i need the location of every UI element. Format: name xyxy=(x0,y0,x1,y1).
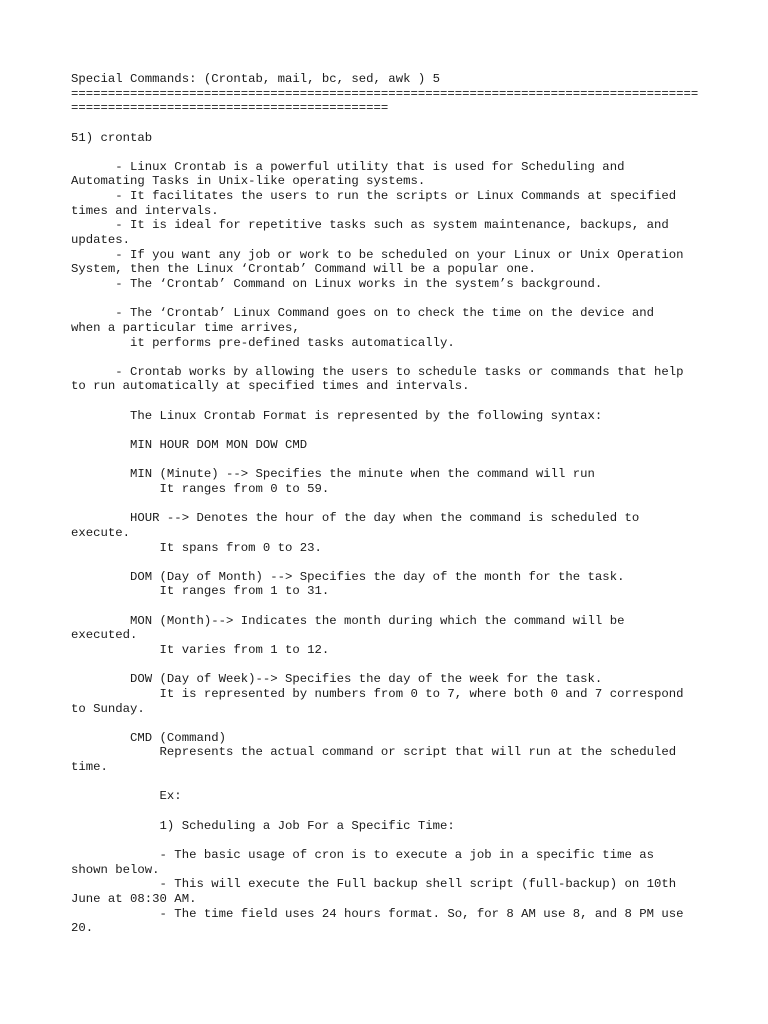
text-line: System, then the Linux ‘Crontab’ Command will be a popular one. xyxy=(71,262,536,277)
text-line: updates. xyxy=(71,233,131,248)
text-line: time. xyxy=(71,760,108,775)
blank-line xyxy=(71,716,698,731)
blank-line xyxy=(71,775,698,790)
text-line: CMD (Command) xyxy=(71,730,226,745)
text-line: - This will execute the Full backup shell script (full-backup) on 10th xyxy=(71,877,677,892)
text-line: 20. xyxy=(71,921,94,936)
blank-line xyxy=(71,555,698,570)
text-line: 51) crontab xyxy=(71,130,153,145)
blank-line xyxy=(71,599,698,614)
text-line: to run automatically at specified times and intervals. xyxy=(71,379,470,394)
text-line: it performs pre-defined tasks automatically. xyxy=(71,335,455,350)
text-line: It ranges from 0 to 59. xyxy=(71,481,330,496)
text-line: It is represented by numbers from 0 to 7, where both 0 and 7 correspond xyxy=(71,686,684,701)
text-line: to Sunday. xyxy=(71,701,145,716)
blank-line xyxy=(71,116,698,131)
text-line: - The ‘Crontab’ Command on Linux works in the system’s background. xyxy=(71,276,603,291)
document-text xyxy=(71,72,698,936)
text-line: HOUR --> Denotes the hour of the day when the command is scheduled to xyxy=(71,511,640,526)
text-line: June at 08:30 AM. xyxy=(71,891,197,906)
text-line: times and intervals. xyxy=(71,203,219,218)
blank-line xyxy=(71,292,698,307)
text-line: The Linux Crontab Format is represented by the following syntax: xyxy=(71,408,603,423)
text-line: MIN HOUR DOM MON DOW CMD xyxy=(71,438,308,453)
text-line: It ranges from 1 to 31. xyxy=(71,584,330,599)
text-line: - It facilitates the users to run the scripts or Linux Commands at specified xyxy=(71,189,677,204)
text-line: Automating Tasks in Unix-like operating systems. xyxy=(71,174,426,189)
text-line: 1) Scheduling a Job For a Specific Time: xyxy=(71,818,455,833)
text-line: Special Commands: (Crontab, mail, bc, sed, awk ) 5 xyxy=(71,72,440,86)
text-line: - The ‘Crontab’ Linux Command goes on to check the time on the device and xyxy=(71,306,654,321)
blank-line xyxy=(71,350,698,365)
blank-line xyxy=(71,423,698,438)
text-line: Represents the actual command or script that will run at the scheduled xyxy=(71,745,677,760)
text-line: ===================================================================================== xyxy=(71,86,699,101)
text-line: DOM (Day of Month) --> Specifies the day of the month for the task. xyxy=(71,569,625,584)
blank-line xyxy=(71,804,698,819)
text-line: when a particular time arrives, xyxy=(71,320,300,335)
text-line: MIN (Minute) --> Specifies the minute when the command will run xyxy=(71,467,595,482)
blank-line xyxy=(71,658,698,673)
blank-line xyxy=(71,145,698,160)
text-line: shown below. xyxy=(71,862,160,877)
text-line: - The basic usage of cron is to execute a job in a specific time as xyxy=(71,847,654,862)
text-line: It spans from 0 to 23. xyxy=(71,540,322,555)
text-line: DOW (Day of Week)--> Specifies the day of the week for the task. xyxy=(71,672,603,687)
blank-line xyxy=(71,497,698,512)
text-line: MON (Month)--> Indicates the month during which the command will be xyxy=(71,613,625,628)
text-line: executed. xyxy=(71,628,138,643)
text-line: Ex: xyxy=(71,789,182,804)
text-line: - The time field uses 24 hours format. So, for 8 AM use 8, and 8 PM use xyxy=(71,906,684,921)
blank-line xyxy=(71,833,698,848)
text-line: execute. xyxy=(71,525,131,540)
text-line: =========================================== xyxy=(71,101,389,116)
blank-line xyxy=(71,453,698,468)
text-line: - It is ideal for repetitive tasks such as system maintenance, backups, and xyxy=(71,218,669,233)
text-line: It varies from 1 to 12. xyxy=(71,642,330,657)
text-line: - Linux Crontab is a powerful utility that is used for Scheduling and xyxy=(71,159,625,174)
text-line: - If you want any job or work to be scheduled on your Linux or Unix Operation xyxy=(71,247,684,262)
text-line: - Crontab works by allowing the users to schedule tasks or commands that help xyxy=(71,364,684,379)
blank-line xyxy=(71,394,698,409)
